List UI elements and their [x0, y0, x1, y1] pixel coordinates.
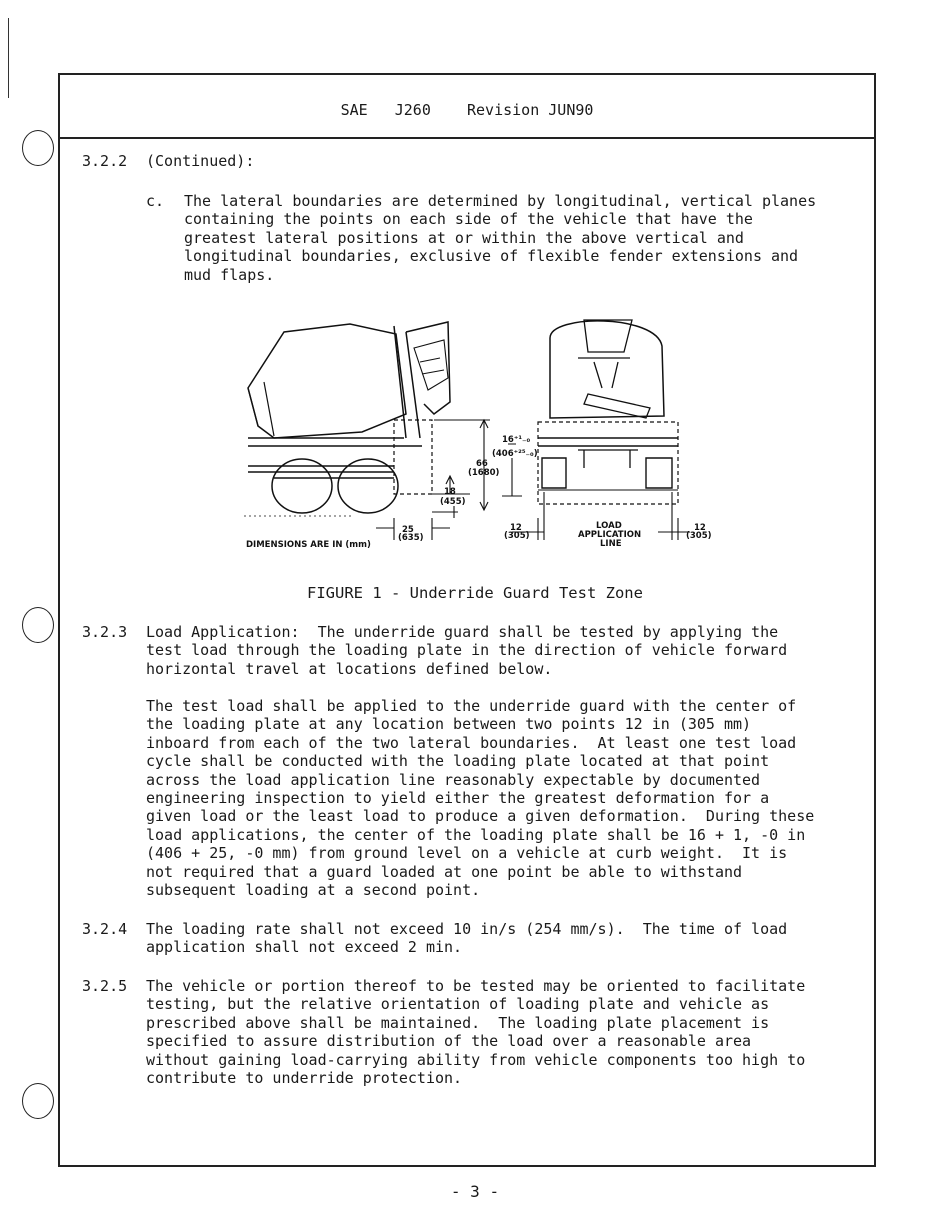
dim-25: 25: [402, 525, 414, 535]
paragraph-line: engineering inspection to yield either the greatest deformation for a: [146, 789, 770, 807]
dim-406: (406⁺²⁵₋₀): [492, 449, 538, 459]
rear-wheel: [272, 459, 332, 513]
dim-455: (455): [440, 497, 466, 507]
paragraph-line: specified to assure distribution of the load over a reasonable area: [146, 1032, 752, 1051]
paragraph-line: The vehicle or portion thereof to be tested may be oriented to facilitate: [146, 977, 806, 995]
paragraph-line: (406 + 25, -0 mm) from ground level on a vehicle at curb weight. It is: [146, 844, 788, 863]
dim-66: 66: [476, 459, 488, 469]
paragraph-line: horizontal travel at locations defined below.: [146, 659, 553, 678]
rear-wheel: [338, 459, 398, 513]
test-zone-side: [394, 420, 432, 494]
dim-16: 16⁺¹₋₀: [502, 435, 531, 445]
rear-view-tires: [542, 458, 672, 488]
document-header: SAE J260 Revision JUN90: [340, 101, 594, 119]
paragraph-line: contribute to underride protection.: [146, 1069, 463, 1087]
item-c-line: mud flaps.: [184, 265, 275, 284]
rear-view-drum: [550, 321, 664, 418]
paragraph-line: testing, but the relative orientation of loading plate and vehicle as: [146, 995, 770, 1014]
paragraph-line: inboard from each of the two lateral boundaries. At least one test load: [146, 733, 797, 752]
paragraph-line: Load Application: The underride guard shall be tested by applying the: [146, 623, 779, 641]
paragraph-line: application shall not exceed 2 min.: [146, 938, 463, 957]
dim-12-right: 12: [694, 523, 706, 533]
rear-view-frame: [538, 422, 678, 504]
paragraph-line: across the load application line reasonably expectable by documented: [146, 770, 761, 789]
application-label: APPLICATION: [578, 530, 642, 540]
paragraph-line: test load through the loading plate in the direction of vehicle forward: [146, 641, 788, 660]
punch-hole-middle: [22, 607, 54, 643]
section-number-3-2-2: 3.2.2: [82, 152, 128, 170]
header-rule: [60, 137, 874, 139]
section-number-3-2-4: 3.2.4: [82, 920, 128, 938]
dim-305-left: (305): [504, 531, 530, 541]
line-label: LINE: [600, 539, 622, 549]
paragraph-line: subsequent loading at a second point.: [146, 881, 481, 899]
load-label: LOAD: [596, 521, 622, 531]
item-c-line: The lateral boundaries are determined by longitudinal, vertical planes: [184, 192, 817, 210]
paragraph-line: The loading rate shall not exceed 10 in/s (254 mm/s). The time of load: [146, 920, 788, 938]
rear-view-chute: [584, 394, 650, 418]
chassis-rails: [248, 438, 422, 478]
dim-305-right: (305): [686, 531, 712, 541]
paragraph-line: cycle shall be conducted with the loading plate located at that point: [146, 752, 770, 771]
item-c-line: longitudinal boundaries, exclusive of flexible fender extensions and: [184, 247, 799, 266]
paragraph-line: the loading plate at any location between two points 12 in (305 mm): [146, 715, 752, 734]
load-application-line: [538, 490, 678, 518]
binder-margin-line: [8, 18, 9, 98]
paragraph-line: without gaining load-carrying ability from vehicle components too high to: [146, 1050, 806, 1069]
dim-1680: (1680): [468, 468, 500, 478]
punch-hole-bottom: [22, 1083, 54, 1119]
dim-12-left: 12: [510, 523, 522, 533]
paragraph-line: load applications, the center of the loading plate shall be 16 + 1, -0 in: [146, 825, 806, 844]
page-number: - 3 -: [450, 1182, 500, 1201]
dim-18: 18: [444, 487, 456, 497]
section-heading-3-2-2: (Continued):: [146, 152, 255, 170]
punch-hole-top: [22, 130, 54, 166]
item-c-line: containing the points on each side of the vehicle that have the: [184, 210, 753, 229]
section-number-3-2-5: 3.2.5: [82, 977, 128, 995]
item-c-label: c.: [146, 192, 165, 210]
figure-caption: FIGURE 1 - Underride Guard Test Zone: [307, 584, 643, 602]
paragraph-line: given load or the least load to produce a given deformation. During these: [146, 807, 815, 826]
underride-guard-figure: [244, 318, 744, 556]
item-c-line: greatest lateral positions at or within the above vertical and: [184, 228, 744, 247]
section-number-3-2-3: 3.2.3: [82, 623, 128, 641]
dimensions-note: DIMENSIONS ARE IN (mm): [246, 540, 371, 550]
paragraph-line: The test load shall be applied to the underride guard with the center of: [146, 697, 797, 715]
paragraph-line: not required that a guard loaded at one point be able to withstand: [146, 862, 743, 881]
dim-635: (635): [398, 533, 424, 543]
paragraph-line: prescribed above shall be maintained. The loading plate placement is: [146, 1013, 770, 1032]
